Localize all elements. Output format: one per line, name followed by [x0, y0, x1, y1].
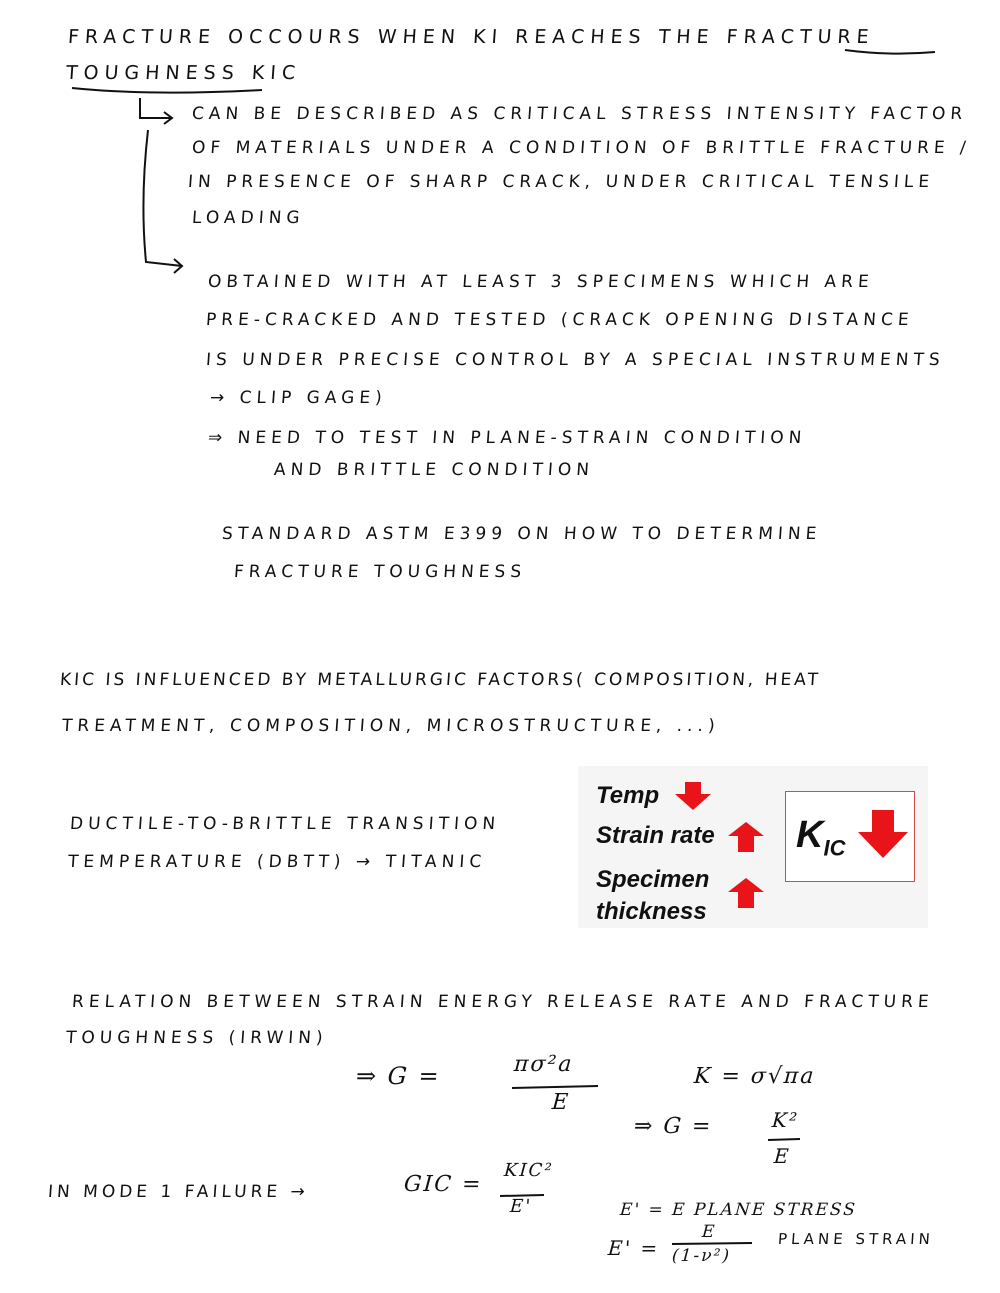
influence-line-2: TREATMENT, COMPOSITION, MICROSTRUCTURE, ...) [61, 716, 721, 736]
definition-line-3: IN PRESENCE OF SHARP CRACK, UNDER CRITICAL TENSILE [187, 172, 935, 192]
influence-line-1: KIC IS INFLUENCED BY METALLURGIC FACTORS( COMPOSITION, HEAT [59, 670, 822, 690]
equation-k: K = σ√πa [693, 1064, 817, 1089]
kic-k: K [796, 814, 824, 856]
equation-gic-denominator: E' [509, 1196, 533, 1217]
bracket-arrow-1 [140, 98, 172, 124]
definition-line-4: LOADING [191, 208, 306, 228]
plane-strain-denominator: (1-ν²) [671, 1246, 732, 1266]
note-line-2: TOUGHNESS KIC [65, 62, 302, 84]
arrow-down-icon [858, 810, 908, 860]
label-specimen: Specimen [596, 866, 710, 893]
mode-one-label: IN MODE 1 FAILURE → [47, 1182, 310, 1202]
note-line-1: FRACTURE OCCOURS WHEN KI REACHES THE FRACTURE [67, 26, 876, 48]
relation-line-2: TOUGHNESS (IRWIN) [65, 1028, 329, 1048]
obtained-line-3: IS UNDER PRECISE CONTROL BY A SPECIAL INSTRUMENTS [205, 350, 946, 370]
underline-fracture [845, 50, 935, 54]
equation-g-lhs: ⇒ G = [355, 1062, 442, 1090]
standard-line-1: STANDARD ASTM E399 ON HOW TO DETERMINE [221, 524, 823, 544]
plane-stress-line: E' = E PLANE STRESS [619, 1200, 858, 1220]
equation-gic-numerator: KIC² [503, 1160, 555, 1181]
kic-symbol [796, 814, 845, 862]
dbtt-line-2: TEMPERATURE (DBTT) → TITANIC [67, 852, 487, 872]
label-thickness: thickness [596, 898, 707, 925]
equation-g-k-numerator: K² [771, 1108, 800, 1132]
fraction-bar-4 [672, 1243, 752, 1244]
dbtt-line-1: DUCTILE-TO-BRITTLE TRANSITION [69, 814, 501, 834]
arrow-down-icon [675, 782, 711, 810]
obtained-line-1: OBTAINED WITH AT LEAST 3 SPECIMENS WHICH ARE [207, 272, 875, 292]
plane-strain-numerator: E [701, 1222, 718, 1242]
equation-g-numerator: πσ²a [513, 1052, 575, 1077]
fraction-bar-1 [512, 1086, 598, 1088]
equation-g-denominator: E [551, 1090, 571, 1115]
arrow-up-icon [728, 822, 764, 852]
kic-box [785, 791, 915, 882]
equation-gic-lhs: GIC = [403, 1172, 484, 1197]
standard-line-2: FRACTURE TOUGHNESS [233, 562, 527, 582]
need-line-2: AND BRITTLE CONDITION [273, 460, 595, 480]
definition-line-1: CAN BE DESCRIBED AS CRITICAL STRESS INTENSITY FACTOR [191, 104, 968, 124]
relation-line-1: RELATION BETWEEN STRAIN ENERGY RELEASE RATE AND FRACTURE [71, 992, 935, 1012]
equation-g-k-denominator: E [773, 1144, 792, 1168]
label-strain-rate: Strain rate [596, 822, 715, 849]
need-line-1: ⇒ NEED TO TEST IN PLANE-STRAIN CONDITION [207, 428, 808, 448]
label-temp: Temp [596, 782, 660, 809]
fraction-bar-2 [768, 1139, 800, 1140]
obtained-line-4: → CLIP GAGE) [209, 388, 388, 408]
kic-subscript: IC [823, 835, 846, 861]
underline-toughness [72, 88, 262, 93]
plane-strain-lhs: E' = [607, 1236, 661, 1260]
arrow-up-icon [728, 878, 764, 908]
equation-g-k-lhs: ⇒ G = [633, 1114, 714, 1139]
definition-line-2: OF MATERIALS UNDER A CONDITION OF BRITTLE FRACTURE / [191, 138, 972, 158]
plane-strain-label: PLANE STRAIN [777, 1230, 935, 1248]
obtained-line-2: PRE-CRACKED AND TESTED (CRACK OPENING DISTANCE [205, 310, 915, 330]
bracket-arrow-2 [143, 130, 182, 273]
kic-factors-figure [578, 766, 928, 928]
